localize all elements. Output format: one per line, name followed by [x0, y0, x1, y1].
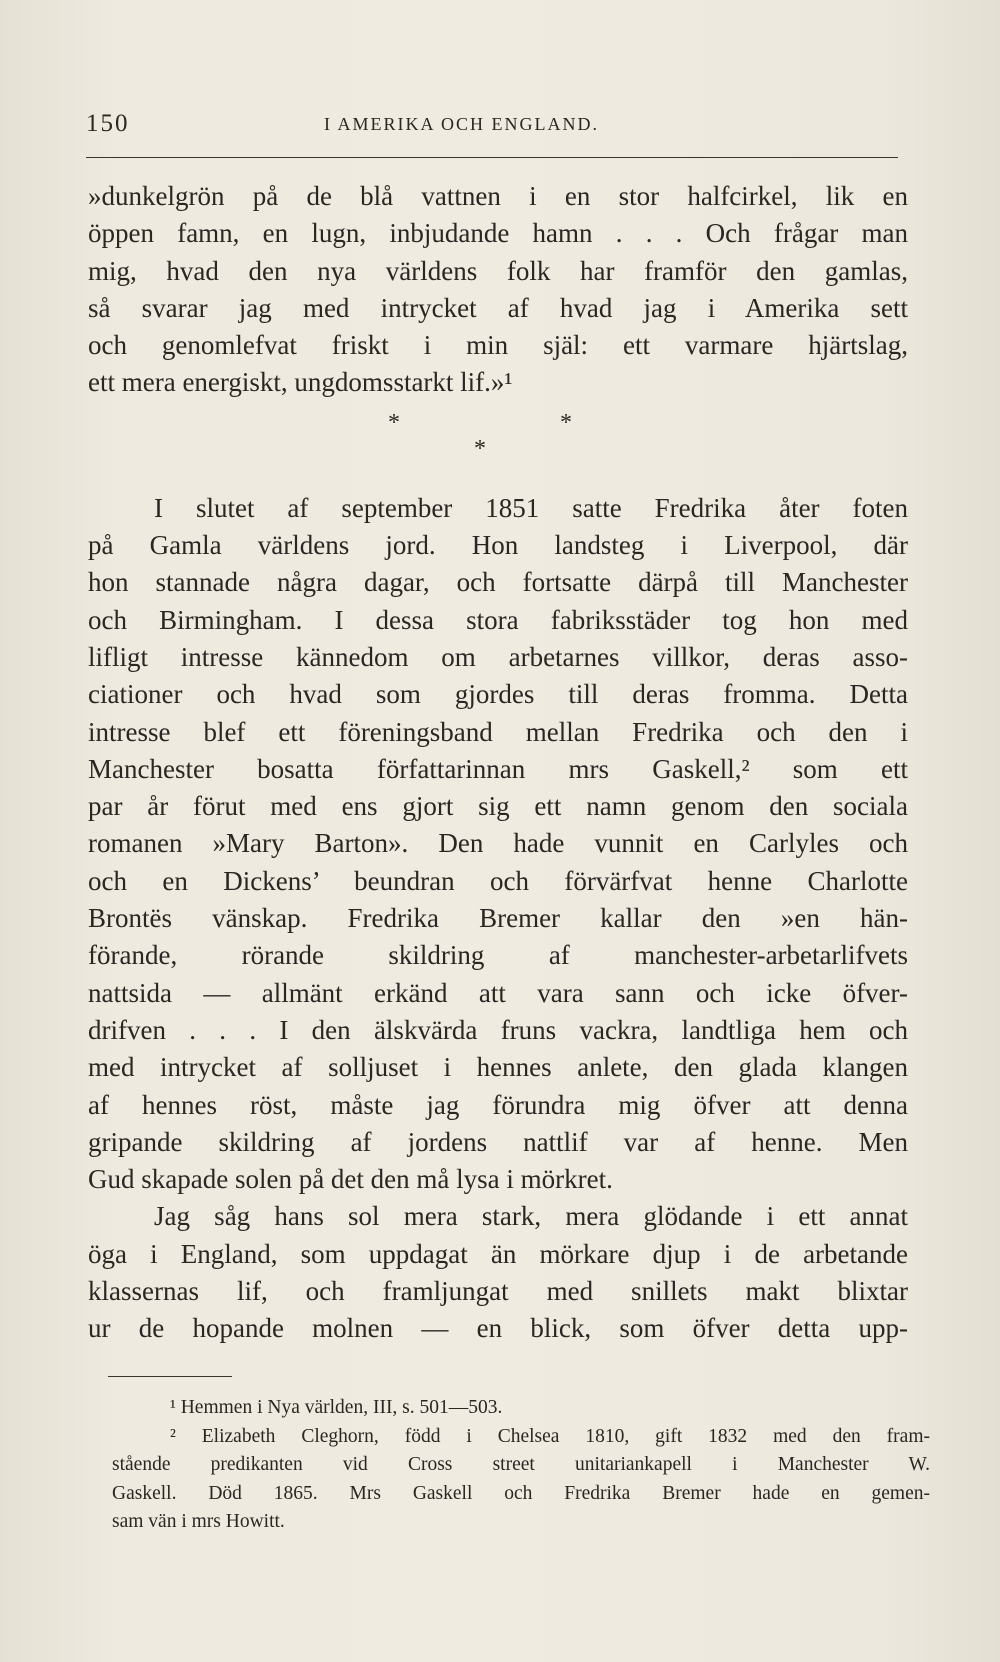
text-line: klassernas lif, och framljungat med snillets makt blixtar: [88, 1276, 908, 1307]
text-line: på Gamla världens jord. Hon landsteg i Liverpool, där: [88, 530, 908, 561]
section-break-ornament: [88, 402, 908, 490]
text-line: gripande skildring af jordens nattlif var af henne. Men: [88, 1126, 908, 1157]
text-line: Manchester bosatta författarinnan mrs Gaskell,² som ett: [88, 753, 908, 784]
text-line: Brontës vänskap. Fredrika Bremer kallar den »en hän-: [88, 903, 908, 934]
text-line: intresse blef ett föreningsband mellan Fredrika och den i: [88, 716, 908, 747]
text-line: öppen famn, en lugn, inbjudande hamn . . . Och frågar man: [88, 218, 908, 249]
paragraph-2: [88, 1198, 908, 1347]
text-line: drifven . . . I den älskvärda fruns vackra, landtliga hem och: [88, 1014, 908, 1045]
running-head: [86, 110, 896, 142]
text-line: Jag såg hans sol mera stark, mera glödande i ett annat: [154, 1201, 908, 1232]
text-line: I slutet af september 1851 satte Fredrika åter foten: [154, 492, 908, 523]
footnote-rule: [108, 1376, 232, 1377]
text-line: öga i England, som uppdagat än mörkare djup i de arbetande: [88, 1238, 908, 1269]
text-line: hon stannade några dagar, och fortsatte därpå till Manchester: [88, 567, 908, 598]
text-line: lifligt intresse kännedom om arbetarnes villkor, deras asso-: [88, 641, 908, 672]
asterisk-glyph: *: [388, 409, 400, 436]
text-line: par år förut med ens gjort sig ett namn genom den sociala: [88, 791, 908, 822]
text-line: af hennes röst, måste jag förundra mig öfver att denna: [88, 1089, 908, 1120]
running-title: I AMERIKA OCH ENGLAND.: [324, 114, 599, 134]
footnotes: [112, 1394, 930, 1537]
text-line: romanen »Mary Barton». Den hade vunnit en Carlyles och: [88, 828, 908, 859]
footnote-1: ¹ Hemmen i Nya världen, III, s. 501—503.: [170, 1397, 503, 1418]
footnote-2-line: sam vän i mrs Howitt.: [112, 1511, 285, 1532]
asterisk-glyph: *: [474, 435, 486, 462]
text-line: och Birmingham. I dessa stora fabriksstäder tog hon med: [88, 604, 908, 635]
text-line: ur de hopande molnen — en blick, som öfver detta upp-: [88, 1313, 908, 1344]
asterisk-glyph: *: [560, 409, 572, 436]
text-line: och en Dickens’ beundran och förvärfvat henne Charlotte: [88, 865, 908, 896]
main-text: [88, 178, 908, 1348]
text-line: och genomlefvat friskt i min själ: ett varmare hjärtslag,: [88, 330, 908, 361]
text-line: så svarar jag med intrycket af hvad jag i Amerika sett: [88, 292, 908, 323]
text-line: ett mera energiskt, ungdomsstarkt lif.»¹: [88, 367, 513, 398]
text-line: ciationer och hvad som gjordes till deras fromma. Detta: [88, 679, 908, 710]
page-number: 150: [86, 110, 130, 137]
text-line: förande, rörande skildring af manchester-arbetarlifvets: [88, 940, 908, 971]
text-line: Gud skapade solen på det den må lysa i mörkret.: [88, 1164, 613, 1195]
text-line: »dunkelgrön på de blå vattnen i en stor halfcirkel, lik en: [88, 181, 908, 211]
text-line: mig, hvad den nya världens folk har framför den gamlas,: [88, 255, 908, 286]
footnote-2-line: ² Elizabeth Cleghorn, född i Chelsea 1810, gift 1832 med den fram-: [170, 1425, 930, 1447]
header-rule: [86, 157, 898, 158]
footnote-2-line: Gaskell. Död 1865. Mrs Gaskell och Fredrika Bremer hade en gemen-: [112, 1482, 930, 1504]
quote-passage: [88, 178, 908, 402]
paragraph-1: [88, 490, 908, 1199]
text-line: nattsida — allmänt erkänd att vara sann och icke öfver-: [88, 977, 908, 1008]
footnote-2-line: stående predikanten vid Cross street unitariankapell i Manchester W.: [112, 1454, 930, 1475]
text-line: med intrycket af solljuset i hennes anlete, den glada klangen: [88, 1052, 908, 1083]
